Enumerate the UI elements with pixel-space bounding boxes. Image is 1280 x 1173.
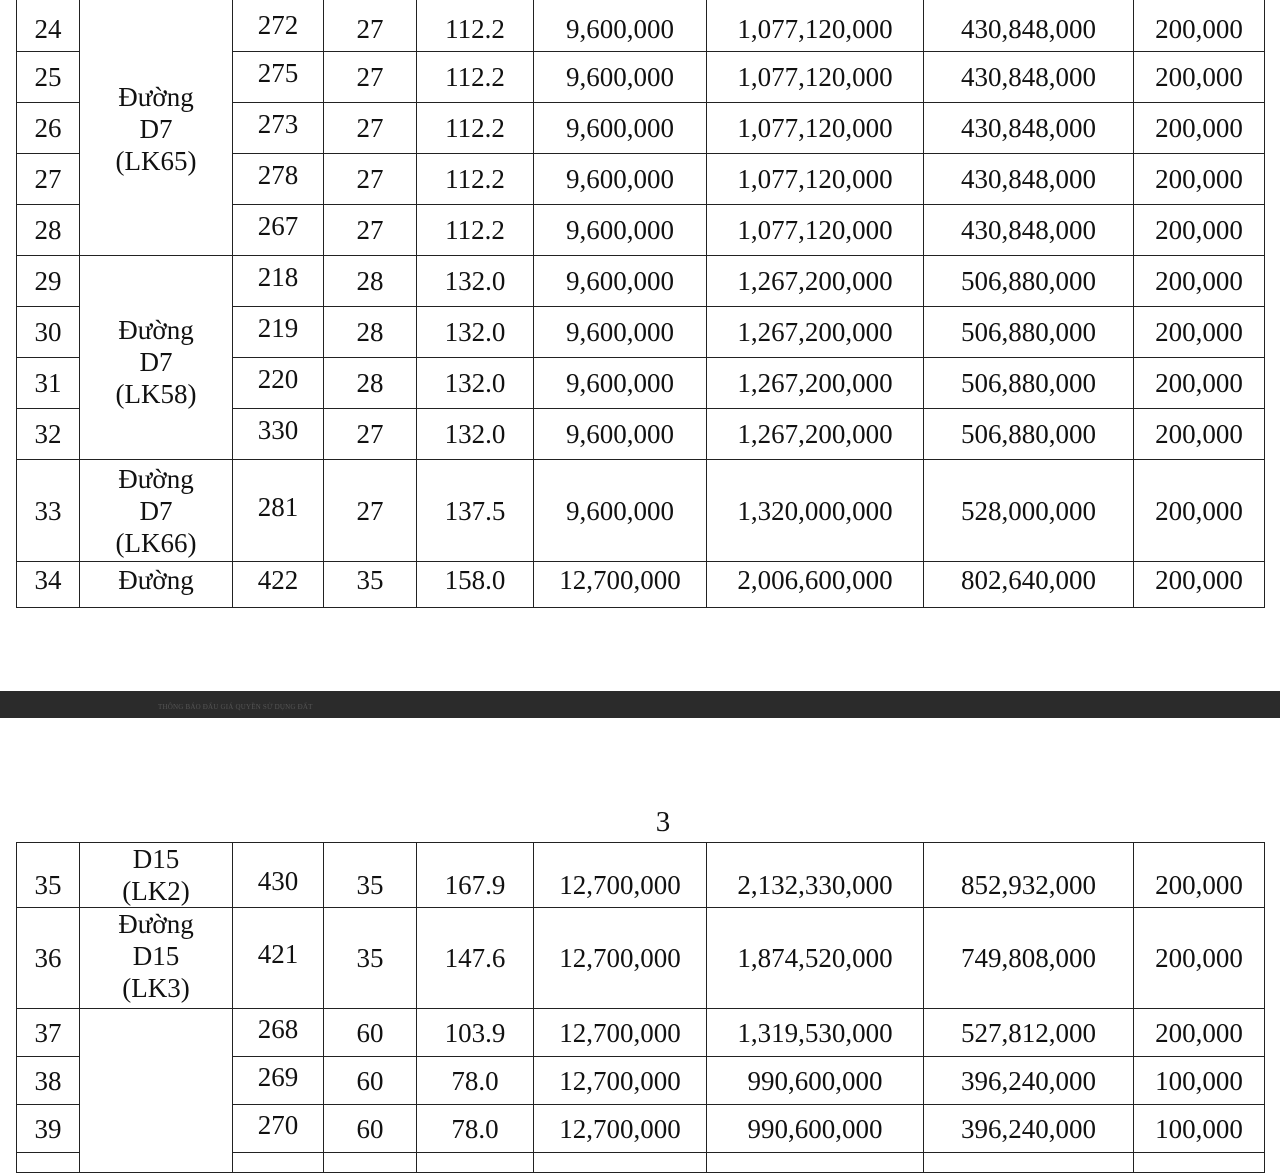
dossier-fee — [1134, 1153, 1265, 1173]
deposit: 430,848,000 — [924, 205, 1134, 256]
table-row — [17, 460, 1265, 562]
deposit: 396,240,000 — [924, 1105, 1134, 1153]
area: 132.0 — [417, 358, 534, 409]
dossier-fee: 200,000 — [1134, 1009, 1265, 1057]
dossier-fee: 200,000 — [1134, 562, 1265, 608]
plot-number: 270 — [233, 1105, 324, 1153]
plot-number: 273 — [233, 103, 324, 154]
table-row — [17, 562, 1265, 608]
plot-number: 272 — [233, 0, 324, 52]
map-sheet: 27 — [324, 205, 417, 256]
row-number: 33 — [17, 460, 80, 562]
map-sheet: 60 — [324, 1105, 417, 1153]
area: 103.9 — [417, 1009, 534, 1057]
deposit: 430,848,000 — [924, 154, 1134, 205]
map-sheet: 27 — [324, 52, 417, 103]
deposit: 506,880,000 — [924, 256, 1134, 307]
row-number: 39 — [17, 1105, 80, 1153]
dossier-fee: 200,000 — [1134, 908, 1265, 1009]
deposit: 527,812,000 — [924, 1009, 1134, 1057]
unit-price: 9,600,000 — [534, 307, 707, 358]
map-sheet: 27 — [324, 0, 417, 52]
table-row — [17, 908, 1265, 1009]
unit-price: 12,700,000 — [534, 1105, 707, 1153]
area: 112.2 — [417, 154, 534, 205]
road-cell-partial: Đường — [80, 562, 233, 608]
road-cell-lk65 — [80, 0, 233, 256]
map-sheet: 27 — [324, 103, 417, 154]
plot-number: 275 — [233, 52, 324, 103]
starting-price: 1,320,000,000 — [707, 460, 924, 562]
row-number: 34 — [17, 562, 80, 608]
row-number: 38 — [17, 1057, 80, 1105]
road-line: Đường — [118, 82, 194, 112]
dossier-fee: 200,000 — [1134, 843, 1265, 908]
map-sheet: 35 — [324, 843, 417, 908]
map-sheet: 27 — [324, 460, 417, 562]
unit-price: 9,600,000 — [534, 409, 707, 460]
dossier-fee: 200,000 — [1134, 52, 1265, 103]
road-line: Đường — [118, 909, 194, 939]
area: 78.0 — [417, 1057, 534, 1105]
plot-number: 330 — [233, 409, 324, 460]
area: 132.0 — [417, 409, 534, 460]
dossier-fee: 100,000 — [1134, 1057, 1265, 1105]
road-line: (LK65) — [115, 146, 197, 176]
dossier-fee: 200,000 — [1134, 409, 1265, 460]
area: 112.2 — [417, 0, 534, 52]
starting-price: 2,006,600,000 — [707, 562, 924, 608]
deposit: 852,932,000 — [924, 843, 1134, 908]
dossier-fee: 200,000 — [1134, 103, 1265, 154]
starting-price: 1,077,120,000 — [707, 52, 924, 103]
road-cell-lk66 — [80, 460, 233, 562]
road-line: (LK58) — [115, 378, 197, 409]
dossier-fee: 200,000 — [1134, 460, 1265, 562]
map-sheet — [324, 1153, 417, 1173]
map-sheet: 35 — [324, 562, 417, 608]
row-number: 24 — [17, 0, 80, 52]
row-number: 27 — [17, 154, 80, 205]
starting-price: 1,077,120,000 — [707, 154, 924, 205]
land-lot-table-top — [16, 0, 1265, 608]
dossier-fee: 100,000 — [1134, 1105, 1265, 1153]
table-row — [17, 0, 1265, 52]
unit-price: 12,700,000 — [534, 843, 707, 908]
deposit: 506,880,000 — [924, 358, 1134, 409]
deposit: 528,000,000 — [924, 460, 1134, 562]
deposit: 430,848,000 — [924, 0, 1134, 52]
row-number: 28 — [17, 205, 80, 256]
area: 78.0 — [417, 1105, 534, 1153]
plot-number: 269 — [233, 1057, 324, 1105]
unit-price: 9,600,000 — [534, 358, 707, 409]
starting-price: 1,267,200,000 — [707, 409, 924, 460]
road-line: D7 — [139, 495, 173, 526]
plot-number: 422 — [233, 562, 324, 608]
starting-price: 1,077,120,000 — [707, 103, 924, 154]
area: 132.0 — [417, 256, 534, 307]
road-line: (LK3) — [122, 973, 190, 1003]
starting-price: 990,600,000 — [707, 1057, 924, 1105]
plot-number: 430 — [233, 843, 324, 908]
unit-price: 12,700,000 — [534, 908, 707, 1009]
unit-price: 9,600,000 — [534, 154, 707, 205]
deposit: 802,640,000 — [924, 562, 1134, 608]
deposit: 396,240,000 — [924, 1057, 1134, 1105]
row-number: 30 — [17, 307, 80, 358]
starting-price: 1,267,200,000 — [707, 256, 924, 307]
area: 132.0 — [417, 307, 534, 358]
unit-price: 12,700,000 — [534, 562, 707, 608]
road-line: Đường — [118, 463, 194, 494]
footer-text: THÔNG BÁO ĐẤU GIÁ QUYỀN SỬ DỤNG ĐẤT — [158, 703, 313, 711]
map-sheet: 28 — [324, 358, 417, 409]
starting-price — [707, 1153, 924, 1173]
plot-number — [233, 1153, 324, 1173]
plot-number: 267 — [233, 205, 324, 256]
page-separator — [0, 691, 1280, 718]
unit-price: 9,600,000 — [534, 460, 707, 562]
table-row — [17, 1009, 1265, 1057]
plot-number: 421 — [233, 908, 324, 1009]
road-line: D7 — [139, 346, 173, 377]
area: 158.0 — [417, 562, 534, 608]
deposit: 430,848,000 — [924, 103, 1134, 154]
row-number: 32 — [17, 409, 80, 460]
deposit: 430,848,000 — [924, 52, 1134, 103]
deposit: 749,808,000 — [924, 908, 1134, 1009]
row-number: 36 — [17, 908, 80, 1009]
map-sheet: 28 — [324, 256, 417, 307]
road-cell-lk58 — [80, 256, 233, 460]
dossier-fee: 200,000 — [1134, 154, 1265, 205]
unit-price: 12,700,000 — [534, 1057, 707, 1105]
row-number — [17, 1153, 80, 1173]
row-number: 31 — [17, 358, 80, 409]
plot-number: 218 — [233, 256, 324, 307]
deposit: 506,880,000 — [924, 307, 1134, 358]
unit-price: 9,600,000 — [534, 205, 707, 256]
starting-price: 1,077,120,000 — [707, 205, 924, 256]
dossier-fee: 200,000 — [1134, 358, 1265, 409]
dossier-fee: 200,000 — [1134, 0, 1265, 52]
row-number: 26 — [17, 103, 80, 154]
road-line: Đường — [118, 314, 194, 345]
starting-price: 1,319,530,000 — [707, 1009, 924, 1057]
starting-price: 1,267,200,000 — [707, 307, 924, 358]
dossier-fee: 200,000 — [1134, 256, 1265, 307]
map-sheet: 27 — [324, 154, 417, 205]
road-line: (LK66) — [115, 527, 197, 558]
unit-price: 9,600,000 — [534, 103, 707, 154]
road-line: D15 — [132, 941, 180, 971]
row-number: 35 — [17, 843, 80, 908]
area: 147.6 — [417, 908, 534, 1009]
map-sheet: 35 — [324, 908, 417, 1009]
dossier-fee: 200,000 — [1134, 307, 1265, 358]
area: 167.9 — [417, 843, 534, 908]
area: 137.5 — [417, 460, 534, 562]
plot-number: 219 — [233, 307, 324, 358]
row-number: 37 — [17, 1009, 80, 1057]
table-row — [17, 843, 1265, 908]
plot-number: 268 — [233, 1009, 324, 1057]
unit-price: 12,700,000 — [534, 1009, 707, 1057]
plot-number: 278 — [233, 154, 324, 205]
row-number: 25 — [17, 52, 80, 103]
starting-price: 1,874,520,000 — [707, 908, 924, 1009]
page-number: 3 — [655, 806, 671, 838]
starting-price: 2,132,330,000 — [707, 843, 924, 908]
unit-price: 9,600,000 — [534, 0, 707, 52]
area: 112.2 — [417, 103, 534, 154]
unit-price — [534, 1153, 707, 1173]
row-number: 29 — [17, 256, 80, 307]
road-cell-lk3 — [80, 908, 233, 1009]
deposit: 506,880,000 — [924, 409, 1134, 460]
table-row — [17, 256, 1265, 307]
area: 112.2 — [417, 52, 534, 103]
unit-price: 9,600,000 — [534, 52, 707, 103]
unit-price: 9,600,000 — [534, 256, 707, 307]
dossier-fee: 200,000 — [1134, 205, 1265, 256]
road-line: (LK2) — [122, 876, 190, 906]
starting-price: 1,267,200,000 — [707, 358, 924, 409]
plot-number: 220 — [233, 358, 324, 409]
starting-price: 990,600,000 — [707, 1105, 924, 1153]
area — [417, 1153, 534, 1173]
land-lot-table-bottom — [16, 842, 1265, 1173]
starting-price: 1,077,120,000 — [707, 0, 924, 52]
road-cell-lk2 — [80, 843, 233, 908]
map-sheet: 28 — [324, 307, 417, 358]
deposit — [924, 1153, 1134, 1173]
road-line: D7 — [139, 114, 173, 144]
map-sheet: 27 — [324, 409, 417, 460]
area: 112.2 — [417, 205, 534, 256]
map-sheet: 60 — [324, 1057, 417, 1105]
plot-number: 281 — [233, 460, 324, 562]
map-sheet: 60 — [324, 1009, 417, 1057]
road-line: D15 — [132, 844, 180, 874]
road-cell-next — [80, 1009, 233, 1173]
